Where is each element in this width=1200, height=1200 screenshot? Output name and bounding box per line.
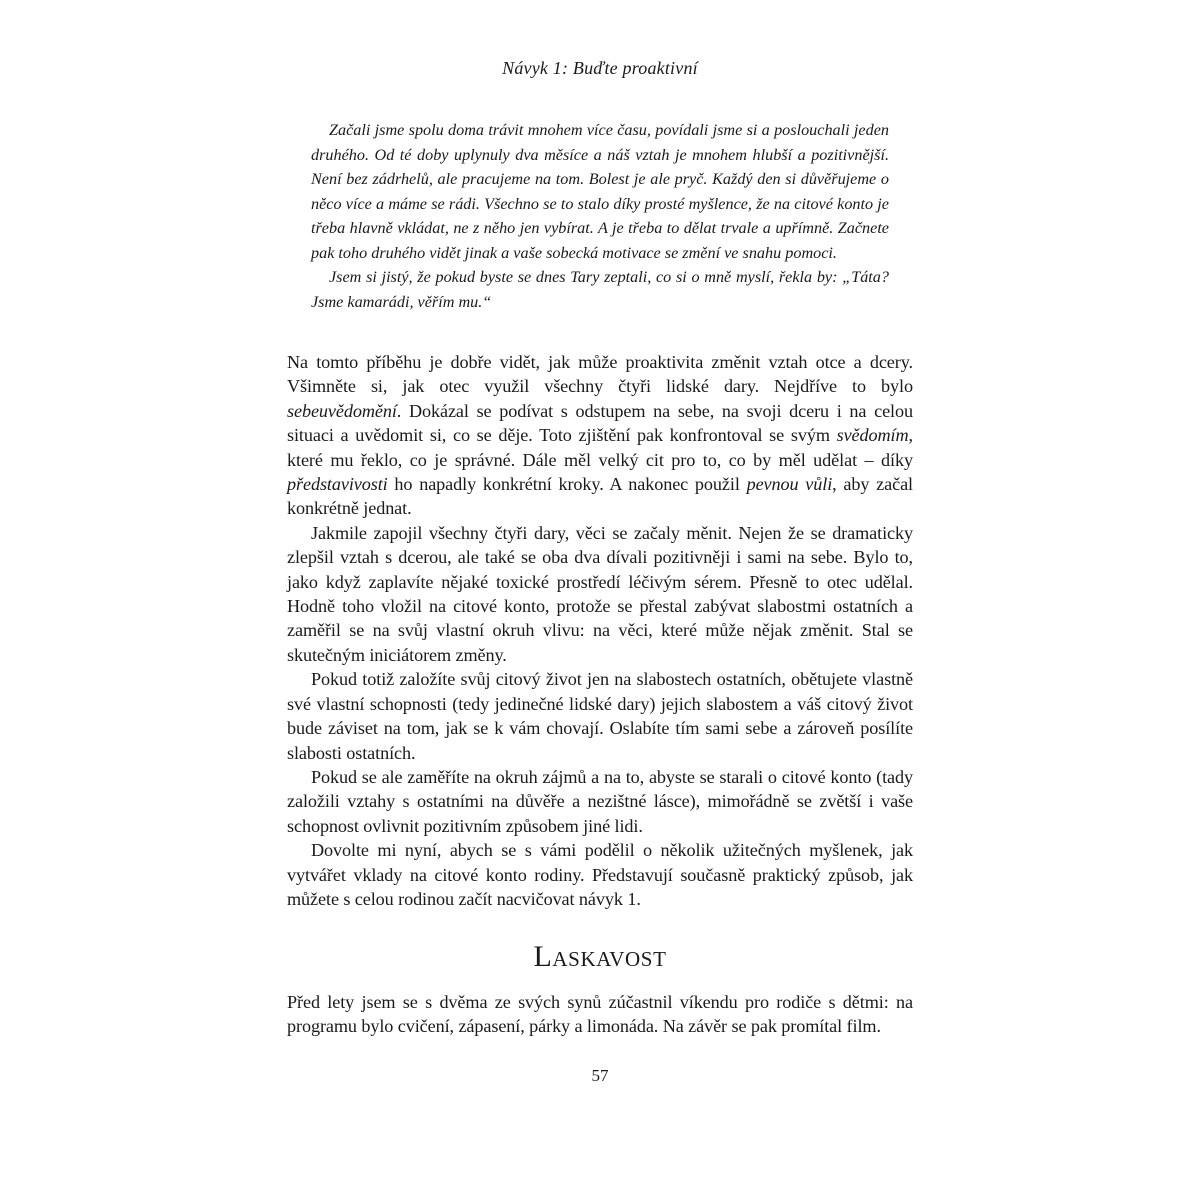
section-heading: Laskavost (533, 940, 667, 973)
emphasis: svědomím (836, 425, 909, 446)
page-number: 57 (591, 1066, 609, 1085)
text-run: . Dokázal se podívat s odstupem na sebe, na svoji dceru i na celou situaci a uvědomit si, co se děje. Toto zjištění pak konfrontoval se svým (287, 400, 913, 446)
text-run: , aby začal konkrétně jednat. (287, 474, 913, 519)
emphasis: představivosti (287, 474, 388, 495)
quote-block (311, 118, 889, 314)
body-paragraph: Pokud se ale zaměříte na okruh zájmů a na to, abyste se starali o citové konto (tady založili vztahy s ostatními na důvěře a nezištné lásce), mimořádně se zvětší i vaše schopnost ovlivnit pozitivním způsobem jiné lidi. (287, 766, 913, 836)
running-header: Návyk 1: Buďte proaktivní (502, 58, 698, 78)
body-paragraph (287, 350, 913, 521)
section-text (287, 990, 913, 1039)
text-run: , které mu řeklo, co je správné. Dále měl velký cit pro to, co by měl udělat – díky (287, 425, 913, 470)
quote-paragraph: Začali jsme spolu doma trávit mnohem více času, povídali jsme si a poslouchali jeden druhého. Od té doby uplynuly dva měsíce a náš vztah je mnohem hlubší a pozitivnější. Není bez zádrhelů, ale pracujeme na tom. Bolest je ale pryč. Každý den si důvěřujeme o něco více a máme se rádi. Všechno se to stalo díky prosté myšlence, že na citové konto je třeba hlavně vkládat, ne z něho jen vybírat. A je třeba to dělat trvale a upřímně. Začnete pak toho druhého vidět jinak a vaše sobecká motivace se změní ve snahu pomoci. (311, 121, 889, 262)
body-paragraph: Jakmile zapojil všechny čtyři dary, věci se začaly měnit. Nejen že se dramaticky zlepšil vztah s dcerou, ale také se oba dva dívali pozitivněji i sami na sebe. Bylo to, jako když zaplavíte nějaké toxické prostředí léčivým sérem. Přesně to otec udělal. Hodně toho vložil na citové konto, protože se přestal zabývat slabostmi ostatních a zaměřil se na svůj vlastní okruh vlivu: na věci, které může nějak změnit. Stal se skutečným iniciátorem změny. (287, 522, 913, 665)
emphasis: sebeuvědomění (287, 400, 397, 421)
section-paragraph: Před lety jsem se s dvěma ze svých synů zúčastnil víkendu pro rodiče s dětmi: na programu bylo cvičení, zápasení, párky a limonáda. Na závěr se pak promítal film. (287, 992, 913, 1037)
quote-paragraph: Jsem si jistý, že pokud byste se dnes Tary zeptali, co si o mně myslí, řekla by: „Táta? Jsme kamarádi, věřím mu.“ (311, 268, 889, 311)
body-paragraph: Pokud totiž založíte svůj citový život jen na slabostech ostatních, obětujete vlastně své vlastní schopnosti (tedy jedinečné lidské dary) jejich slabostem a váš citový život bude záviset na tom, jak se k vám chovají. Oslabíte tím sami sebe a zároveň posílíte slabosti ostatních. (287, 669, 913, 763)
text-run: ho napadly konkrétní kroky. A nakonec použil (387, 474, 747, 495)
body-paragraph: Dovolte mi nyní, abych se s vámi podělil o několik užitečných myšlenek, jak vytvářet vklady na citové konto rodiny. Představují současně praktický způsob, jak můžete s celou rodinou začít nacvičovat návyk 1. (287, 840, 913, 909)
emphasis: pevnou vůli (746, 474, 833, 495)
body-text (287, 350, 913, 911)
text-run: Na tomto příběhu je dobře vidět, jak může proaktivita změnit vztah otce a dcery. Všimněte si, jak otec využil všechny čtyři lidské dary. Nejdříve to bylo (287, 352, 913, 397)
